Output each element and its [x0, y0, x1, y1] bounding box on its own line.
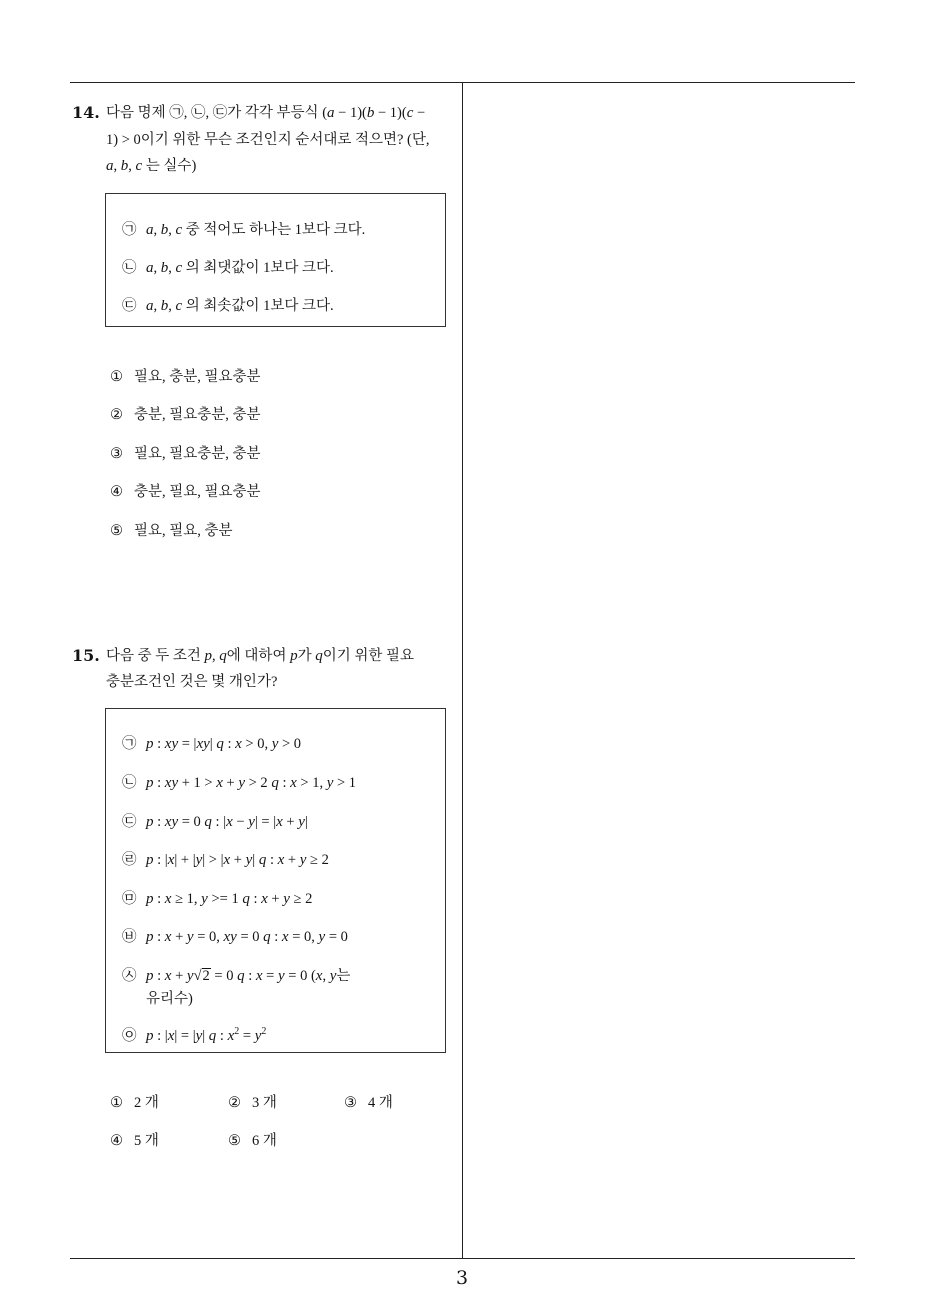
math-variable: p	[146, 891, 154, 907]
math-variable: b	[120, 158, 129, 174]
answer-choice-1	[110, 367, 261, 387]
math-variable: x	[167, 852, 175, 868]
choice-text: 필요, 필요충분, 충분	[134, 446, 261, 462]
condition-text	[146, 968, 350, 984]
text-run: =	[262, 968, 278, 984]
choice-mark: ④	[110, 1133, 123, 1149]
math-variable: y	[254, 1028, 262, 1044]
math-variable: c	[175, 260, 183, 276]
condition-text	[146, 814, 308, 830]
math-variable: y	[326, 775, 334, 791]
text-run: : |	[211, 814, 227, 830]
math-variable: a	[146, 222, 154, 238]
answer-choice-4	[110, 1131, 159, 1151]
text-run: =	[239, 1028, 255, 1044]
math-variable: q	[204, 814, 212, 830]
text-run: > 0	[278, 736, 302, 752]
answer-choice-5	[228, 1131, 277, 1151]
math-variable: b	[160, 222, 169, 238]
math-variable: p	[146, 852, 154, 868]
text-run: :	[223, 736, 236, 752]
answer-choice-4	[110, 482, 261, 502]
text-run: = 0	[210, 968, 238, 984]
text-run: = 0,	[288, 929, 319, 945]
math-variable: b	[366, 105, 375, 121]
text-run: | = |	[174, 1028, 196, 1044]
text-run: −	[413, 105, 426, 121]
condition-text	[146, 260, 334, 276]
text-run: −	[232, 814, 249, 830]
question-stem-line	[106, 130, 430, 150]
math-variable: p	[204, 648, 213, 664]
text-run: +	[171, 929, 187, 945]
text-run: +	[222, 775, 239, 791]
radicand: 2	[202, 968, 210, 984]
math-variable: q	[315, 648, 323, 664]
choice-text: 3 개	[252, 1095, 277, 1111]
text-run: 다음 명제 ㉠, ㉡, ㉢가 각각 부등식 (	[106, 105, 328, 121]
math-variable: x	[227, 1028, 235, 1044]
question-stem-line	[106, 646, 414, 666]
answer-choice-2	[228, 1093, 277, 1113]
question-stem-line	[106, 103, 425, 123]
condition-mark: ㉠	[122, 222, 137, 238]
math-variable: y	[283, 891, 290, 907]
text-run: :	[278, 775, 291, 791]
text-run: > 1	[333, 775, 357, 791]
text-run: 에 대하여	[226, 648, 291, 664]
math-variable: y	[245, 852, 253, 868]
text-run: ,	[168, 222, 176, 238]
text-run: :	[249, 891, 262, 907]
page-number: 3	[455, 1267, 469, 1289]
text-run: = |	[178, 736, 197, 752]
math-variable: y	[298, 814, 305, 830]
math-variable: a	[146, 260, 154, 276]
text-run: 다음 중 두 조건	[106, 648, 205, 664]
math-variable: x	[167, 1028, 175, 1044]
math-variable: x	[164, 968, 172, 984]
math-variable: y	[271, 736, 279, 752]
condition-text	[146, 298, 334, 314]
choice-text: 필요, 필요, 충분	[134, 523, 233, 539]
math-variable: c	[135, 158, 143, 174]
superscript: 2	[234, 1026, 240, 1037]
condition-item	[122, 1022, 266, 1042]
math-variable: p	[146, 968, 154, 984]
math-variable: c	[175, 298, 183, 314]
math-variable: y	[238, 775, 245, 791]
text-run: :	[153, 775, 165, 791]
text-run: > 0,	[241, 736, 272, 752]
choice-mark: ②	[228, 1095, 241, 1111]
choice-text: 4 개	[368, 1095, 393, 1111]
condition-text-continuation	[146, 989, 193, 1009]
text-run: :	[266, 852, 278, 868]
math-variable: p	[146, 736, 154, 752]
condition-mark: ㉡	[122, 260, 137, 276]
condition-text	[146, 929, 348, 945]
math-variable: q	[237, 968, 245, 984]
text-run: ,	[168, 260, 176, 276]
answer-choice-2	[110, 405, 261, 425]
math-variable: b	[160, 260, 169, 276]
choice-text: 충분, 필요, 필요충분	[134, 484, 261, 500]
text-run: :	[244, 968, 256, 984]
math-variable: y	[299, 852, 307, 868]
text-run: :	[153, 891, 165, 907]
column-divider	[462, 82, 463, 1258]
text-run: √	[193, 968, 202, 984]
math-variable: p	[146, 1028, 154, 1044]
math-variable: y	[195, 852, 203, 868]
text-run: ,	[113, 158, 121, 174]
condition-mark: ㉥	[122, 929, 137, 945]
math-variable: x	[164, 891, 172, 907]
condition-item	[122, 966, 350, 986]
text-run: − 1)(	[374, 105, 407, 121]
text-run: ,	[153, 260, 161, 276]
condition-mark: ㉢	[122, 814, 137, 830]
text-run: ,	[168, 298, 176, 314]
text-run: >= 1	[207, 891, 243, 907]
math-variable: y	[318, 929, 326, 945]
math-variable: p	[146, 929, 154, 945]
math-variable: q	[242, 891, 250, 907]
math-variable: p	[146, 775, 154, 791]
math-variable: x	[216, 775, 223, 791]
text-run: :	[270, 929, 282, 945]
condition-item	[122, 296, 334, 316]
condition-item	[122, 734, 301, 754]
condition-mark: ㉢	[122, 298, 137, 314]
condition-item	[122, 927, 348, 947]
math-variable: a	[106, 158, 114, 174]
math-variable: a	[146, 298, 154, 314]
choice-mark: ①	[110, 1095, 123, 1111]
choice-text: 필요, 충분, 필요충분	[134, 369, 261, 385]
text-run: = 0	[236, 929, 264, 945]
text-run: +	[284, 852, 300, 868]
bottom-rule	[70, 1258, 855, 1259]
text-run: ,	[153, 298, 161, 314]
text-run: ≥ 2	[289, 891, 313, 907]
condition-mark: ㉣	[122, 852, 137, 868]
math-variable: c	[406, 105, 414, 121]
condition-text	[146, 736, 301, 752]
text-run: = 0	[178, 814, 205, 830]
text-run: > 2	[245, 775, 272, 791]
question-number: 15.	[72, 646, 100, 665]
text-run: 는 실수)	[142, 158, 197, 174]
math-variable: y	[201, 891, 208, 907]
text-run: :	[153, 736, 165, 752]
text-run: 충분조건인 것은 몇 개인가?	[106, 674, 278, 690]
text-run: = 0	[325, 929, 348, 945]
text-run: | + |	[174, 852, 196, 868]
answer-choice-3	[110, 444, 261, 464]
condition-item	[122, 258, 334, 278]
condition-mark: ㉦	[122, 968, 137, 984]
text-run: 유리수)	[146, 991, 193, 1007]
condition-item	[122, 812, 308, 832]
condition-mark: ㉤	[122, 891, 137, 907]
text-run: 의 최솟값이 1보다 크다.	[182, 298, 334, 314]
text-run: 가	[297, 648, 316, 664]
text-run: ,	[322, 968, 330, 984]
choice-mark: ④	[110, 484, 123, 500]
math-variable: x	[235, 736, 242, 752]
choice-mark: ⑤	[110, 523, 123, 539]
text-run: |	[304, 814, 308, 830]
condition-text	[146, 852, 329, 868]
math-variable: xy	[164, 814, 179, 830]
text-run: |	[209, 736, 217, 752]
choice-mark: ③	[344, 1095, 357, 1111]
text-run: ,	[212, 648, 220, 664]
text-run: | = |	[254, 814, 277, 830]
text-run: :	[216, 1028, 228, 1044]
text-run: > 1,	[296, 775, 327, 791]
question-stem-line	[106, 672, 277, 692]
math-variable: a	[327, 105, 335, 121]
math-variable: q	[271, 775, 279, 791]
choice-mark: ⑤	[228, 1133, 241, 1149]
choice-text: 충분, 필요충분, 충분	[134, 407, 261, 423]
condition-item	[122, 889, 312, 909]
choice-mark: ②	[110, 407, 123, 423]
math-variable: x	[290, 775, 297, 791]
text-run: = 0 (	[284, 968, 316, 984]
math-variable: x	[223, 852, 231, 868]
math-variable: xy	[196, 736, 210, 752]
math-variable: x	[226, 814, 233, 830]
math-variable: q	[208, 1028, 217, 1044]
text-run: | > |	[202, 852, 224, 868]
choice-text: 5 개	[134, 1133, 159, 1149]
math-variable: y	[277, 968, 285, 984]
condition-text	[146, 222, 365, 238]
math-variable: c	[175, 222, 183, 238]
math-variable: p	[146, 814, 154, 830]
answer-choice-5	[110, 521, 233, 541]
condition-text	[146, 775, 356, 791]
math-variable: x	[277, 852, 285, 868]
math-variable: y	[195, 1028, 203, 1044]
condition-mark: ㉧	[122, 1028, 137, 1044]
text-run: 이기 위한 필요	[322, 648, 415, 664]
text-run: +	[267, 891, 284, 907]
math-variable: y	[186, 929, 194, 945]
text-run: ≥ 1,	[171, 891, 202, 907]
math-variable: q	[258, 852, 267, 868]
condition-text	[146, 1028, 266, 1044]
text-run: |	[202, 1028, 209, 1044]
text-run: − 1)(	[334, 105, 367, 121]
question-stem-line	[106, 156, 196, 176]
choice-text: 2 개	[134, 1095, 159, 1111]
text-run: +	[230, 852, 246, 868]
text-run: |	[252, 852, 259, 868]
condition-mark: ㉠	[122, 736, 137, 752]
choice-mark: ①	[110, 369, 123, 385]
text-run: 의 최댓값이 1보다 크다.	[182, 260, 334, 276]
math-variable: x	[281, 929, 289, 945]
condition-text	[146, 891, 312, 907]
math-variable: y	[329, 968, 337, 984]
math-variable: x	[261, 891, 268, 907]
condition-mark: ㉡	[122, 775, 137, 791]
question-number: 14.	[72, 103, 100, 122]
text-run: :	[153, 814, 165, 830]
text-run: :	[153, 929, 165, 945]
math-variable: q	[263, 929, 271, 945]
math-variable: y	[248, 814, 255, 830]
text-run: 1) > 0이기 위한 무슨 조건인지 순서대로 적으면? (단,	[106, 132, 430, 148]
text-run: +	[282, 814, 299, 830]
text-run: : |	[153, 1028, 168, 1044]
math-variable: x	[315, 968, 323, 984]
condition-item	[122, 850, 329, 870]
text-run: + 1 >	[178, 775, 217, 791]
choice-mark: ③	[110, 446, 123, 462]
text-run: ,	[128, 158, 136, 174]
math-variable: x	[255, 968, 263, 984]
math-variable: p	[290, 648, 298, 664]
text-run: 는	[336, 968, 351, 984]
text-run: = 0,	[193, 929, 224, 945]
math-variable: q	[219, 648, 227, 664]
math-variable: q	[216, 736, 224, 752]
choice-text: 6 개	[252, 1133, 277, 1149]
text-run: ,	[153, 222, 161, 238]
math-variable: b	[160, 298, 169, 314]
math-variable: xy	[223, 929, 237, 945]
answer-choice-3	[344, 1093, 393, 1113]
text-run: +	[171, 968, 187, 984]
math-variable: y	[186, 968, 194, 984]
math-variable: xy	[164, 775, 179, 791]
text-run: ≥ 2	[306, 852, 329, 868]
condition-item	[122, 773, 356, 793]
text-run: : |	[153, 852, 168, 868]
superscript: 2	[261, 1026, 267, 1037]
text-run: 중 적어도 하나는 1보다 크다.	[182, 222, 366, 238]
condition-item	[122, 220, 365, 240]
math-variable: xy	[164, 736, 179, 752]
math-variable: x	[164, 929, 172, 945]
text-run: :	[153, 968, 165, 984]
math-variable: x	[276, 814, 283, 830]
answer-choice-1	[110, 1093, 159, 1113]
